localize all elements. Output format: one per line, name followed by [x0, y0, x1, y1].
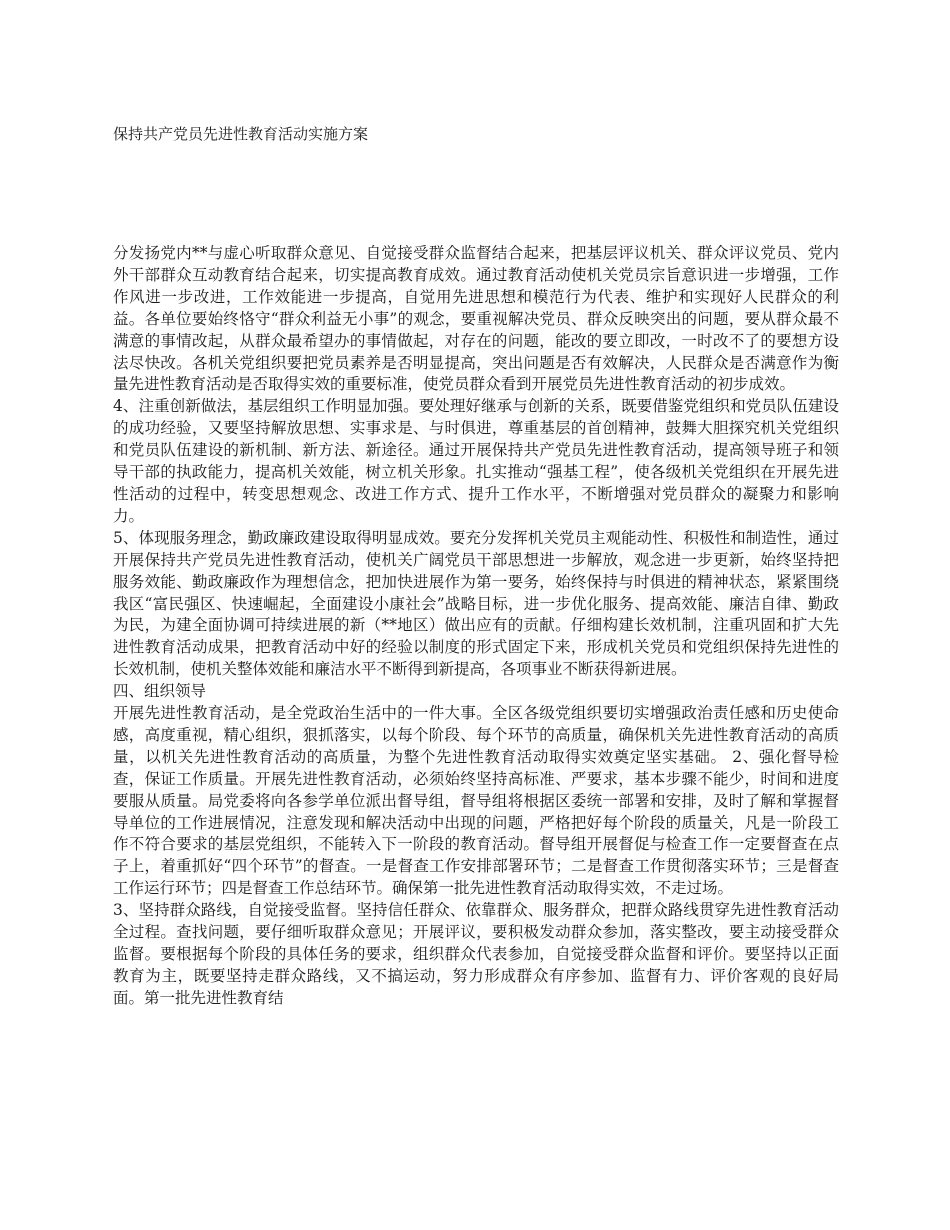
paragraph-item-4: 4、注重创新做法，基层组织工作明显加强。要处理好继承与创新的关系，既要借鉴党组织和党员队伍建设的成功经验，又要坚持解放思想、实事求是、与时俱进，尊重基层的首创精神，鼓舞大胆探究机关党组织和党员队伍建设的新机制、新方法、新途径。通过开展保持共产党员先进性教育活动，提高领导班子和领导干部的执政能力，提高机关效能，树立机关形象。扎实推动“强基工程”，使各级机关党组织在开展先进性活动的过程中，转变思想观念、改进工作方式、提升工作水平，不断增强对党员群众的凝聚力和影响力。 — [113, 397, 839, 525]
document-title: 保持共产党员先进性教育活动实施方案 — [113, 125, 369, 143]
section-heading-organization: 四、组织领导 — [113, 682, 207, 701]
paragraph-item-3: 3、坚持群众路线，自觉接受监督。坚持信任群众、依靠群众、服务群众，把群众路线贯穿先进性教育活动全过程。查找问题，要仔细听取群众意见；开展评议，要积极发动群众参加，落实整改，要主动接受群众监督。要根据每个阶段的具体任务的要求，组织群众代表参加，自觉接受群众监督和评价。要坚持以正面教育为主，既要坚持走群众路线，又不搞运动，努力形成群众有序参加、监督有力、评价客观的良好局面。第一批先进性教育结 — [113, 901, 839, 1007]
document-body — [113, 243, 839, 1010]
paragraph-intro: 分发扬党内**与虚心听取群众意见、自觉接受群众监督结合起来，把基层评议机关、群众评议党员、党内外干部群众互动教育结合起来，切实提高教育成效。通过教育活动使机关党员宗旨意识进一步增强，工作作风进一步改进，工作效能进一步提高，自觉用先进思想和模范行为代表、维护和实现好人民群众的利益。各单位要始终恪守“群众利益无小事”的观念，要重视解决党员、群众反映突出的问题，要从群众最不满意的事情改起，从群众最希望办的事情做起，对存在的问题，能改的要立即改，一时改不了的要想方设法尽快改。各机关党组织要把党员素养是否明显提高，突出问题是否有效解决，人民群众是否满意作为衡量先进性教育活动是否取得实效的重要标准，使党员群众看到开展党员先进性教育活动的初步成效。 — [113, 244, 839, 394]
paragraph-item-5: 5、体现服务理念，勤政廉政建设取得明显成效。要充分发挥机关党员主观能动性、积极性和制造性，通过开展保持共产党员先进性教育活动，使机关广阔党员干部思想进一步解放，观念进一步更新，始终坚持把服务效能、勤政廉政作为理想信念，把加快进展作为第一要务，始终保持与时俱进的精神状态，紧紧围绕我区“富民强区、快速崛起，全面建设小康社会”战略目标，进一步优化服务、提高效能、廉洁自律、勤政为民，为建全面协调可持续进展的新（**地区）做出应有的贡献。仔细构建长效机制，注重巩固和扩大先进性教育活动成果，把教育活动中好的经验以制度的形式固定下来，形成机关党员和党组织保持先进性的长效机制，使机关整体效能和廉洁水平不断得到新提高，各项事业不断获得新进展。 — [113, 528, 839, 679]
paragraph-organization-leadership: 开展先进性教育活动，是全党政治生活中的一件大事。全区各级党组织要切实增强政治责任感和历史使命感，高度重视，精心组织，狠抓落实，以每个阶段、每个环节的高质量，确保机关先进性教育活动的高质量，以机关先进性教育活动的高质量，为整个先进性教育活动取得实效奠定坚实基础。 2、强化督导检查，保证工作质量。开展先进性教育活动，必须始终坚持高标准、严要求，基本步骤不能少，时间和进度要服从质量。局党委将向各参学单位派出督导组，督导组将根据区委统一部署和安排，及时了解和掌握督导单位的工作进展情况，注意发现和解决活动中出现的问题，严格把好每个阶段的质量关，凡是一阶段工作不符合要求的基层党组织，不能转入下一阶段的教育活动。督导组开展督促与检查工作一定要督查在点子上，着重抓好“四个环节”的督查。一是督查工作安排部署环节；二是督查工作贯彻落实环节；三是督查工作运行环节；四是督查工作总结环节。确保第一批先进性教育活动取得实效，不走过场。 — [113, 704, 839, 898]
